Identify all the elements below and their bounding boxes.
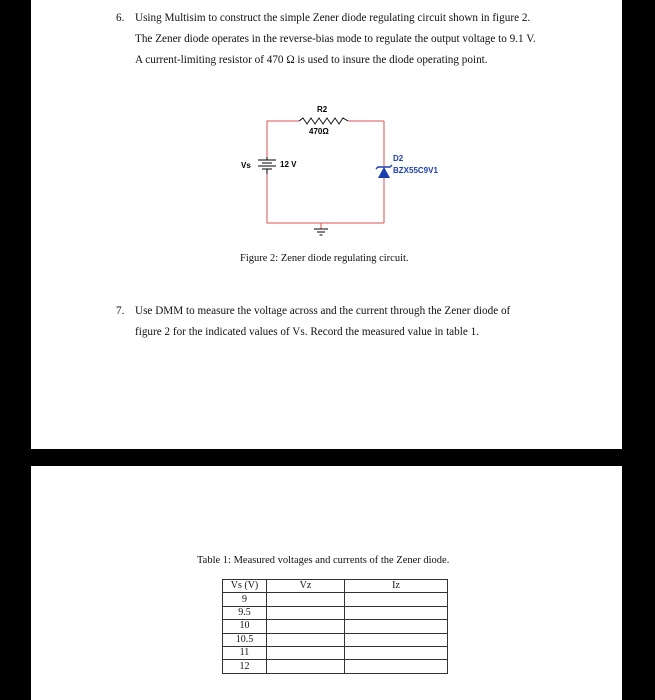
cell-iz (345, 606, 448, 619)
cell-vs: 9 (223, 593, 267, 606)
figure-2-caption: Figure 2: Zener diode regulating circuit. (240, 253, 409, 264)
diode-name-label: D2 (393, 154, 404, 163)
question-6-number: 6. (116, 12, 125, 24)
battery-vs-symbol (258, 157, 276, 174)
cell-iz (345, 646, 448, 659)
cell-vz (267, 620, 345, 633)
table-row (223, 646, 448, 659)
circuit-wires (267, 121, 384, 229)
measurement-table (222, 579, 448, 674)
cell-vs: 9.5 (223, 606, 267, 619)
question-6-line-3: A current-limiting resistor of 470 Ω is used to insure the diode operating point. (135, 54, 488, 66)
table-1-caption: Table 1: Measured voltages and currents of the Zener diode. (197, 555, 450, 566)
question-7-number: 7. (116, 305, 125, 317)
table-row (223, 633, 448, 646)
table-header-row (223, 580, 448, 593)
cell-vs: 10 (223, 620, 267, 633)
question-7-line-1: Use DMM to measure the voltage across and the current through the Zener diode of (135, 305, 511, 317)
question-6-line-1: Using Multisim to construct the simple Zener diode regulating circuit shown in figure 2. (135, 12, 531, 24)
header-vs: Vs (V) (223, 580, 267, 593)
cell-vz (267, 646, 345, 659)
cell-iz (345, 660, 448, 673)
cell-vz (267, 660, 345, 673)
document-page-1 (31, 0, 622, 449)
resistor-name-label: R2 (317, 105, 328, 114)
zener-diode-d2-symbol (376, 165, 392, 178)
cell-vz (267, 593, 345, 606)
cell-iz (345, 633, 448, 646)
cell-vs: 10.5 (223, 633, 267, 646)
table-row (223, 606, 448, 619)
header-iz: Iz (345, 580, 448, 593)
cell-iz (345, 593, 448, 606)
cell-vs: 11 (223, 646, 267, 659)
document-page-2 (31, 466, 622, 700)
header-vz: Vz (267, 580, 345, 593)
table-row (223, 660, 448, 673)
question-7-line-2: figure 2 for the indicated values of Vs. Record the measured value in table 1. (135, 326, 480, 338)
cell-vz (267, 606, 345, 619)
table-row (223, 620, 448, 633)
ground-icon (314, 229, 328, 235)
source-value-label: 12 V (280, 160, 297, 169)
cell-iz (345, 620, 448, 633)
source-name-label: Vs (241, 161, 251, 170)
cell-vz (267, 633, 345, 646)
diode-part-label: BZX55C9V1 (393, 166, 438, 175)
table-row (223, 593, 448, 606)
resistor-r2-symbol (299, 118, 348, 124)
cell-vs: 12 (223, 660, 267, 673)
resistor-value-label: 470Ω (309, 127, 329, 136)
zener-circuit-diagram (231, 98, 491, 248)
question-6-line-2: The Zener diode operates in the reverse-bias mode to regulate the output voltage to 9.1 V. (135, 33, 536, 45)
